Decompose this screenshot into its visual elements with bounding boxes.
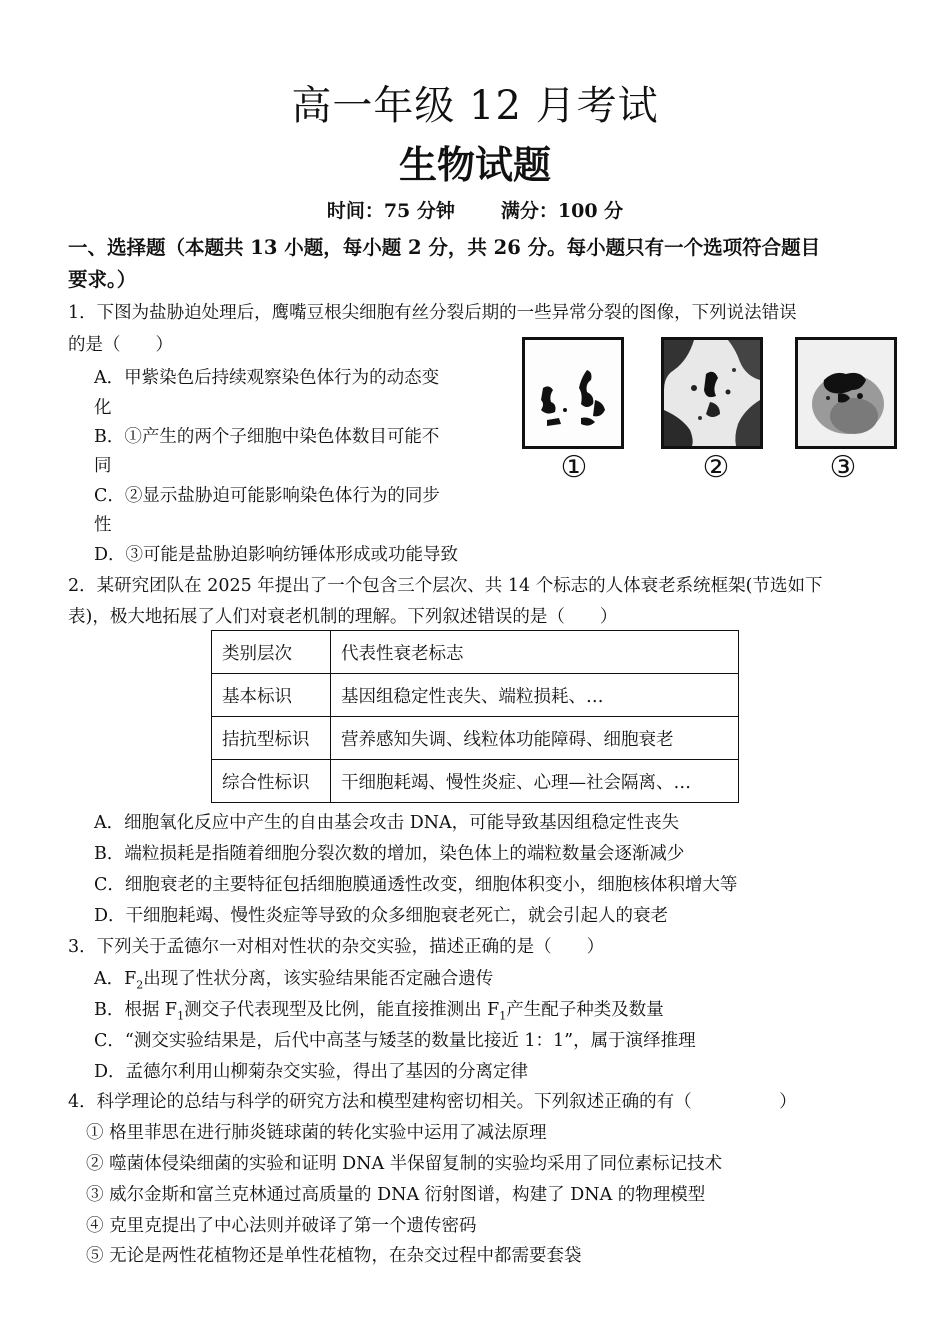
table-cell: 营养感知失调、线粒体功能障碍、细胞衰老 bbox=[331, 717, 739, 760]
table-cell: 基本标识 bbox=[212, 674, 331, 717]
table-row bbox=[212, 760, 739, 803]
exam-score: 满分：100 分 bbox=[500, 200, 624, 222]
micrograph-2 bbox=[661, 337, 763, 449]
table-row bbox=[212, 717, 739, 760]
q2-option-d: D．干细胞耗竭、慢性炎症等导致的众多细胞衰老死亡，就会引起人的衰老 bbox=[94, 906, 669, 926]
q4-statement-3: ③ 威尔金斯和富兰克林通过高质量的 DNA 衍射图谱，构建了 DNA 的物理模型 bbox=[86, 1185, 706, 1205]
q3-stem: 3．下列关于孟德尔一对相对性状的杂交实验，描述正确的是（ ） bbox=[68, 937, 605, 957]
micrograph-3 bbox=[795, 337, 897, 449]
exam-title: 高一年级 12 月考试 bbox=[291, 83, 659, 129]
q3-option-b: B．根据 $F_1$测交子代表现型及比例，能直接推测出 $F_1$产生配子种类及数量 bbox=[94, 1000, 664, 1023]
table-header-cell: 代表性衰老标志 bbox=[331, 631, 739, 674]
q3-option-a: A．$F_2$出现了性状分离，该实验结果能否定融合遗传 bbox=[94, 969, 494, 992]
table-cell: 干细胞耗竭、慢性炎症、心理—社会隔离、… bbox=[331, 760, 739, 803]
q1-option-d: D．③可能是盐胁迫影响纺锤体形成或功能导致 bbox=[94, 545, 459, 565]
table-row bbox=[212, 674, 739, 717]
q1-option-c-line2: 性 bbox=[94, 515, 112, 535]
exam-time: 时间：75 分钟 bbox=[326, 200, 455, 222]
exam-meta bbox=[0, 196, 950, 223]
figure-label-2: ② bbox=[702, 450, 730, 485]
aging-hallmarks-table bbox=[211, 630, 739, 803]
q2-stem-line2: 表)，极大地拓展了人们对衰老机制的理解。下列叙述错误的是（ ） bbox=[68, 607, 618, 627]
q4-statement-1: ① 格里菲思在进行肺炎链球菌的转化实验中运用了减法原理 bbox=[86, 1123, 547, 1143]
q1-option-b-line2: 同 bbox=[94, 456, 112, 476]
q2-stem-line1: 2．某研究团队在 2025 年提出了一个包含三个层次、共 14 个标志的人体衰老系统框架(节选如下 bbox=[68, 576, 823, 596]
q4-stem: 4．科学理论的总结与科学的研究方法和模型建构密切相关。下列叙述正确的有（ ） bbox=[68, 1092, 797, 1112]
q1-stem-line1: 1．下图为盐胁迫处理后，鹰嘴豆根尖细胞有丝分裂后期的一些异常分裂的图像，下列说法错误 bbox=[68, 303, 797, 323]
figure-label-3: ③ bbox=[829, 450, 857, 485]
micrograph-1 bbox=[522, 337, 624, 449]
q1-option-a-line2: 化 bbox=[94, 398, 112, 418]
q1-option-c-line1: C．②显示盐胁迫可能影响染色体行为的同步 bbox=[94, 486, 440, 506]
q4-statement-2: ② 噬菌体侵染细菌的实验和证明 DNA 半保留复制的实验均采用了同位素标记技术 bbox=[86, 1154, 723, 1174]
q3-option-c: C．“测交实验结果是，后代中高茎与矮茎的数量比接近 1：1”，属于演绎推理 bbox=[94, 1031, 696, 1051]
q1-option-b-line1: B．①产生的两个子细胞中染色体数目可能不 bbox=[94, 427, 440, 447]
q2-option-c: C．细胞衰老的主要特征包括细胞膜通透性改变，细胞体积变小，细胞核体积增大等 bbox=[94, 875, 738, 895]
chromosome-image-2 bbox=[664, 340, 760, 446]
chromosome-image-1 bbox=[525, 340, 621, 446]
table-header-row bbox=[212, 631, 739, 674]
table-header-cell: 类别层次 bbox=[212, 631, 331, 674]
q3-option-d: D．孟德尔利用山柳菊杂交实验，得出了基因的分离定律 bbox=[94, 1062, 529, 1082]
chromosome-image-3 bbox=[798, 340, 894, 446]
q2-option-b: B．端粒损耗是指随着细胞分裂次数的增加，染色体上的端粒数量会逐渐减少 bbox=[94, 844, 685, 864]
q1-option-a-line1: A．甲紫染色后持续观察染色体行为的动态变 bbox=[94, 368, 440, 388]
q4-statement-5: ⑤ 无论是两性花植物还是单性花植物，在杂交过程中都需要套袋 bbox=[86, 1246, 582, 1266]
section-heading-line2: 要求。） bbox=[68, 268, 137, 291]
q1-stem-line2: 的是（ ） bbox=[68, 335, 173, 355]
q4-statement-4: ④ 克里克提出了中心法则并破译了第一个遗传密码 bbox=[86, 1216, 477, 1236]
table-cell: 基因组稳定性丧失、端粒损耗、… bbox=[331, 674, 739, 717]
q2-option-a: A．细胞氧化反应中产生的自由基会攻击 DNA，可能导致基因组稳定性丧失 bbox=[94, 813, 680, 833]
table-cell: 拮抗型标识 bbox=[212, 717, 331, 760]
section-heading-line1: 一、选择题（本题共 13 小题，每小题 2 分，共 26 分。每小题只有一个选项符合题目 bbox=[68, 236, 821, 259]
table-cell: 综合性标识 bbox=[212, 760, 331, 803]
subject-title: 生物试题 bbox=[398, 143, 551, 187]
figure-label-1: ① bbox=[560, 450, 588, 485]
